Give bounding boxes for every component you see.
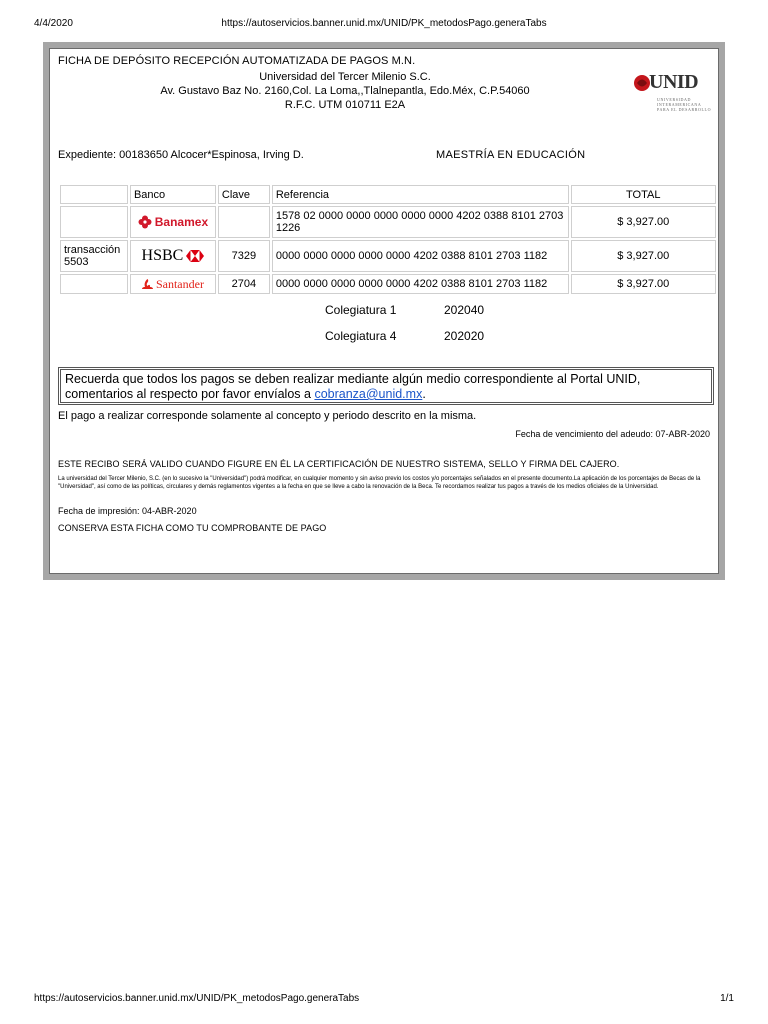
referencia-cell: 0000 0000 0000 0000 0000 4202 0388 8101 2703 1182 xyxy=(272,274,569,294)
row-label: transacción 5503 xyxy=(60,240,128,272)
bank-cell-hsbc xyxy=(130,240,216,272)
bank-name: Banamex xyxy=(154,215,209,229)
institution-rfc: R.F.C. UTM 010711 E2A xyxy=(284,99,406,111)
clave-cell: 7329 xyxy=(218,240,270,272)
notice-text: Recuerda que todos los pagos se deben realizar mediante algún medio correspondiente al Portal UNID, comentarios al respecto por favor envíalos a xyxy=(65,372,641,401)
payment-notice-box xyxy=(58,367,714,405)
header-cell-empty xyxy=(60,185,128,204)
clave-cell: 2704 xyxy=(218,274,270,294)
deposit-slip xyxy=(49,48,719,574)
concept-text: El pago a realizar corresponde solamente al concepto y periodo descrito en la misma. xyxy=(58,410,477,422)
fine-print: La universidad del Tercer Milenio, S.C. (en lo sucesivo la "Universidad") podrá modificar, en cualquier momento y sin aviso previo los costos y/o porcentajes señalados en el presente documento.La aplicación de los porcentajes de Becas de la "Universidad", así como de las políticas, circulares y demás reglamentos vigentes a la fecha en que se lleve a cabo la renovación de la Beca. Te recordamos realizar tus pagos a través de los medios oficiales de la Universidad. xyxy=(58,476,701,490)
bank-cell-santander xyxy=(130,274,216,294)
form-title: FICHA DE DEPÓSITO RECEPCIÓN AUTOMATIZADA DE PAGOS M.N. xyxy=(58,55,416,67)
banamex-logo-icon xyxy=(138,215,152,229)
print-date-label: Fecha de impresión: 04-ABR-2020 xyxy=(58,506,197,516)
clave-cell xyxy=(218,206,270,238)
total-cell: $ 3,927.00 xyxy=(571,240,717,272)
unid-logo-line2: INTERAMERICANA xyxy=(657,102,702,107)
colegiatura-value: 202040 xyxy=(444,303,485,317)
unid-logo xyxy=(633,71,717,119)
due-date: Fecha de vencimiento del adeudo: 07-ABR-2020 xyxy=(515,429,710,439)
institution-address: Av. Gustavo Baz No. 2160,Col. La Loma,,Tlalnepantla, Edo.Méx, C.P.54060 xyxy=(160,85,530,97)
colegiatura-value: 202020 xyxy=(444,329,485,343)
unid-logo-line1: UNIVERSIDAD xyxy=(657,97,691,102)
referencia-cell: 1578 02 0000 0000 0000 0000 0000 4202 0388 8101 2703 1226 xyxy=(272,206,569,238)
expediente: Expediente: 00183650 Alcocer*Espinosa, Irving D. xyxy=(58,149,304,161)
header-cell-bank: Banco xyxy=(130,185,216,204)
header-cell-total: TOTAL xyxy=(571,185,717,204)
page-number: 1/1 xyxy=(720,993,734,1004)
row-label xyxy=(60,206,128,238)
table-header-row xyxy=(60,185,716,204)
santander-flame-icon xyxy=(142,279,153,290)
email-link[interactable]: cobranza@unid.mx xyxy=(314,387,423,401)
header-cell-referencia: Referencia xyxy=(272,185,569,204)
bank-name: Santander xyxy=(155,276,204,291)
referencia-cell: 0000 0000 0000 0000 0000 4202 0388 8101 2703 1182 xyxy=(272,240,569,272)
bank-cell-banamex xyxy=(130,206,216,238)
payment-table xyxy=(58,183,718,296)
bank-name: HSBC xyxy=(141,247,184,264)
colegiatura-label: Colegiatura 1 xyxy=(325,303,397,317)
hsbc-hexagon-icon xyxy=(186,250,204,262)
notice-end: . xyxy=(422,387,426,401)
row-label xyxy=(60,274,128,294)
print-url: https://autoservicios.banner.unid.mx/UNID/PK_metodosPago.generaTabs xyxy=(221,18,547,29)
unid-logo-text: UNID xyxy=(649,71,699,93)
table-row xyxy=(60,240,716,272)
payment-notice xyxy=(60,369,712,403)
unid-logo-line3: PARA EL DESARROLLO xyxy=(657,107,712,112)
header-cell-clave: Clave xyxy=(218,185,270,204)
program-name: MAESTRÍA EN EDUCACIÓN xyxy=(436,149,586,161)
total-cell: $ 3,927.00 xyxy=(571,274,717,294)
print-date: 4/4/2020 xyxy=(34,18,73,29)
institution-name: Universidad del Tercer Milenio S.C. xyxy=(259,71,431,83)
table-row xyxy=(60,206,716,238)
colegiatura-label: Colegiatura 4 xyxy=(325,329,397,343)
footer-url: https://autoservicios.banner.unid.mx/UNID/PK_metodosPago.generaTabs xyxy=(34,993,360,1004)
validity-statement: ESTE RECIBO SERÁ VALIDO CUANDO FIGURE EN ÉL LA CERTIFICACIÓN DE NUESTRO SISTEMA, SELLO Y FIRMA DEL CAJERO. xyxy=(58,459,620,469)
deposit-slip-frame xyxy=(43,42,725,580)
keep-receipt-note: CONSERVA ESTA FICHA COMO TU COMPROBANTE DE PAGO xyxy=(58,523,327,533)
table-row xyxy=(60,274,716,294)
total-cell: $ 3,927.00 xyxy=(571,206,717,238)
